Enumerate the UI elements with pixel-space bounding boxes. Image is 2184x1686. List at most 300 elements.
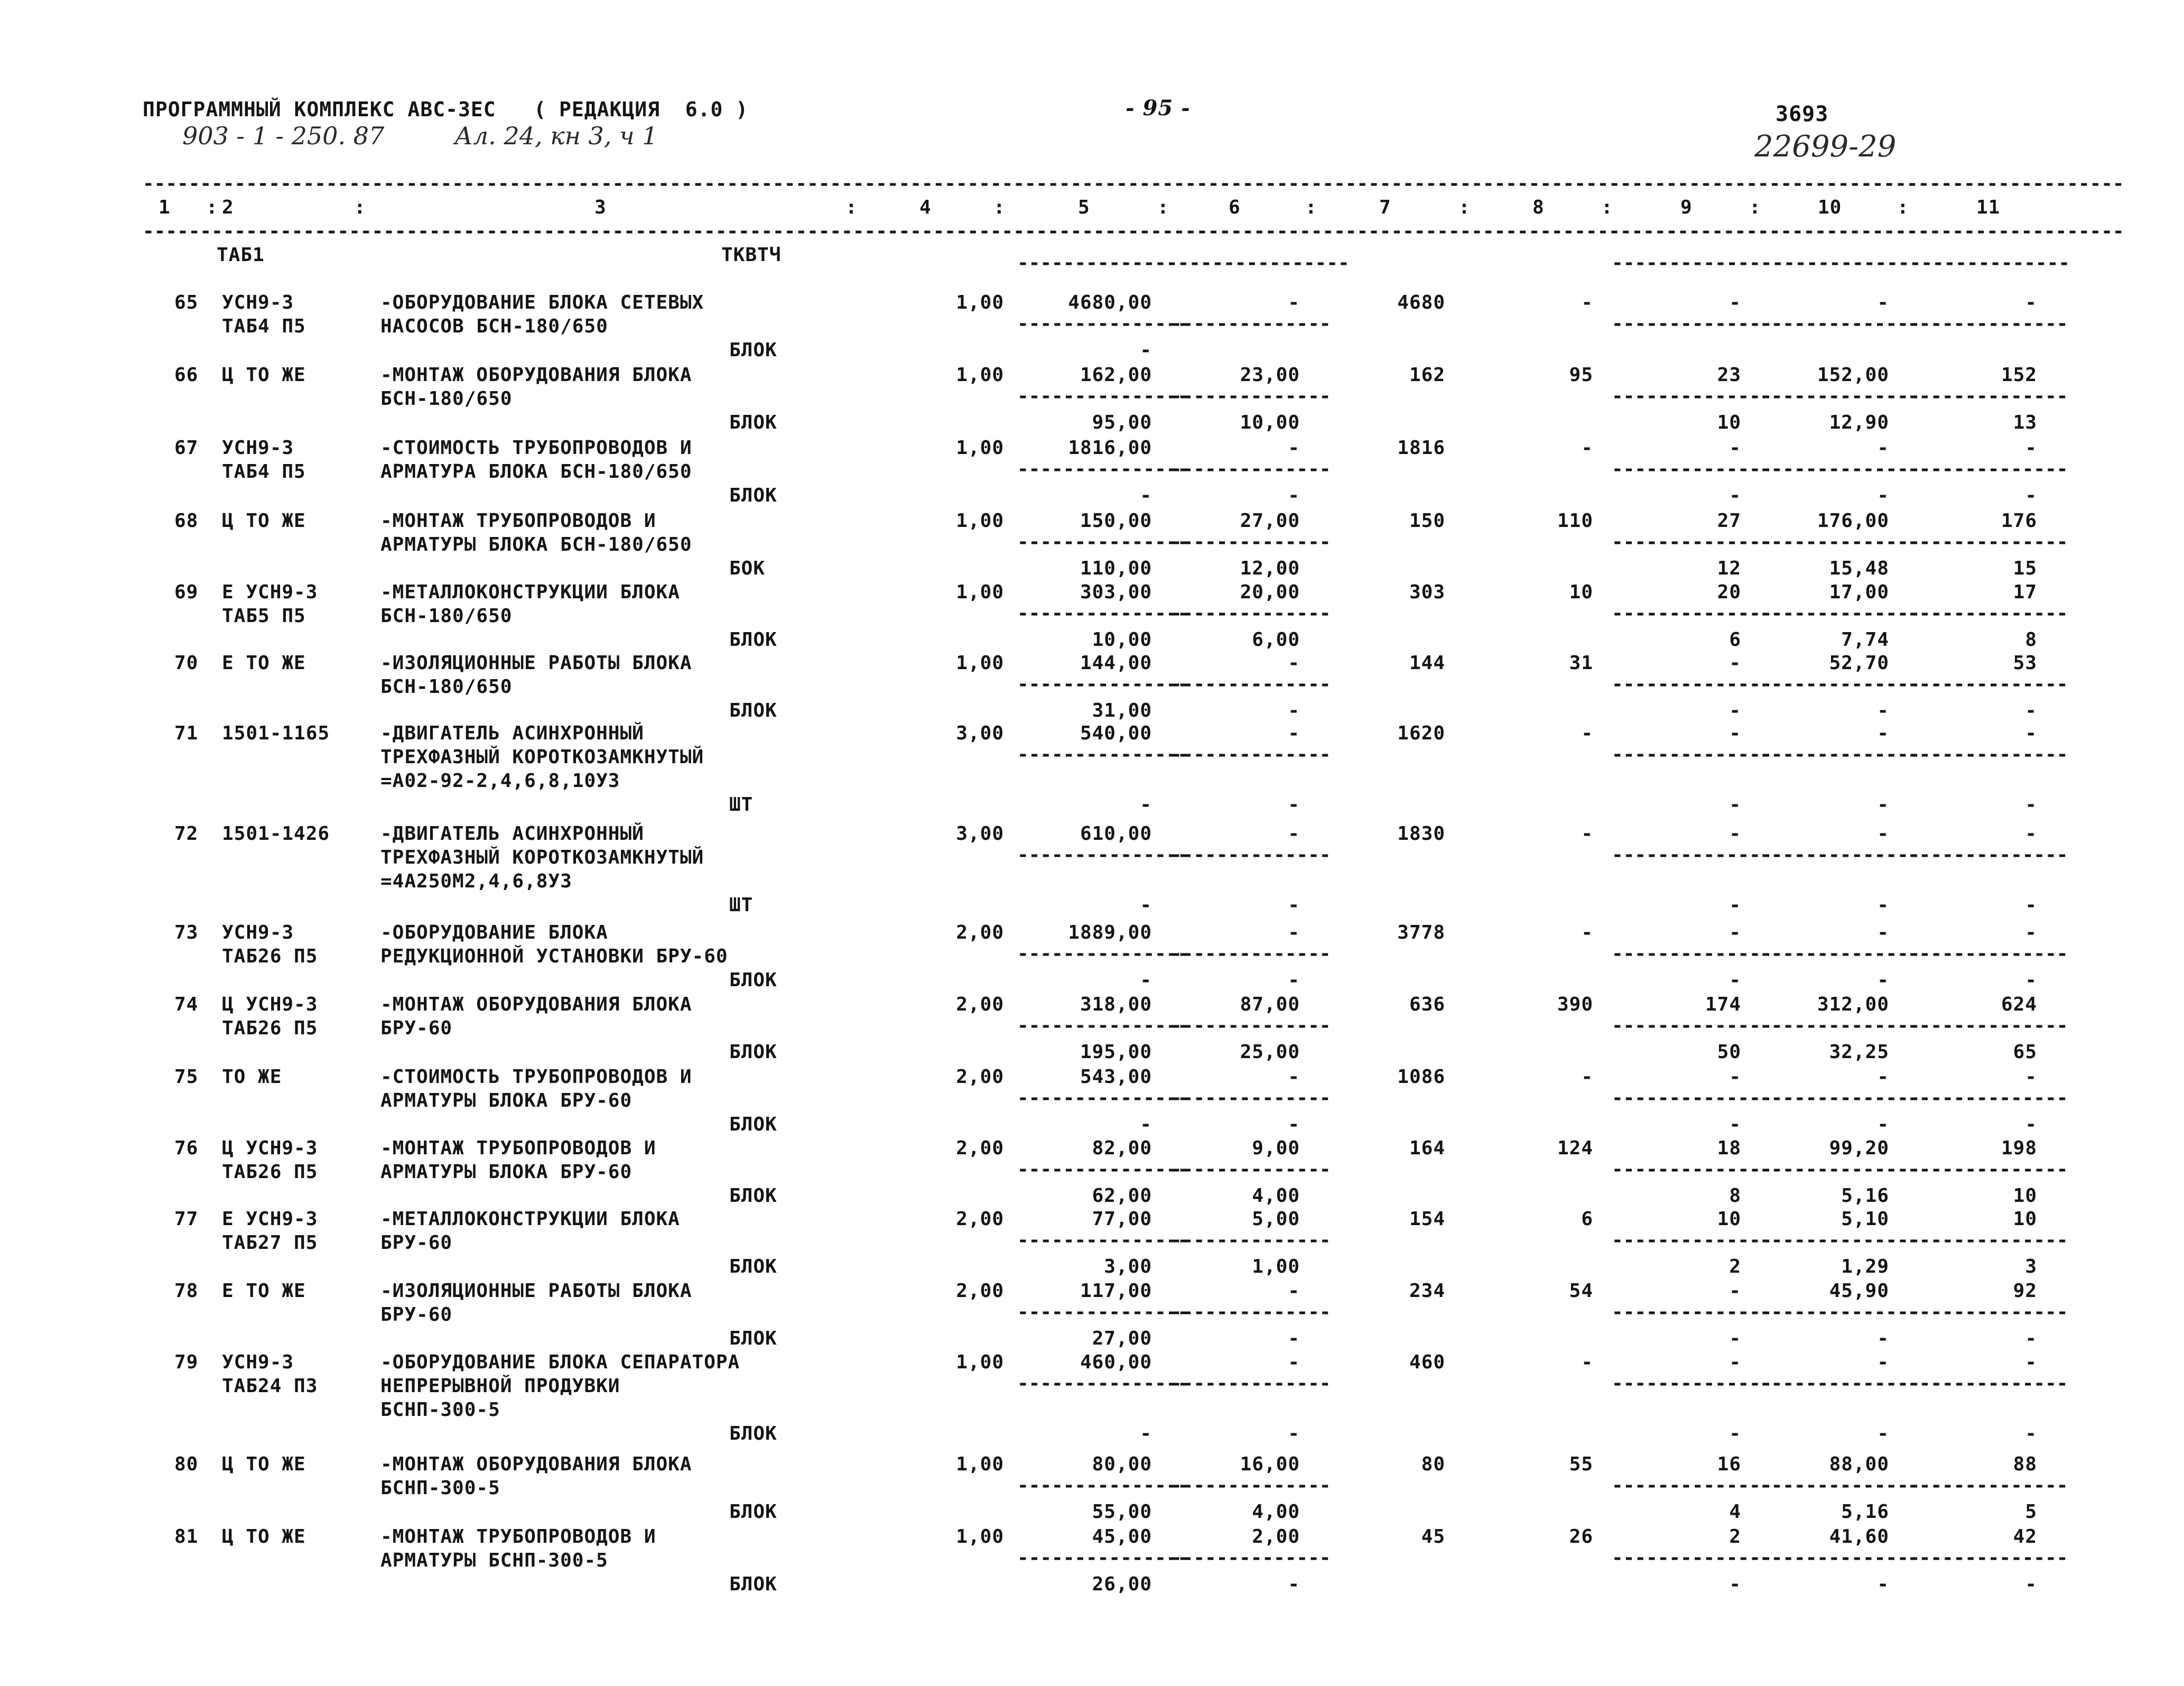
cell-rule: --------------- [1017, 603, 1189, 624]
row-description: -МОНТАЖ ОБОРУДОВАНИЯ БЛОКА [380, 1453, 692, 1475]
row-code-table: ТАБ26 П5 [222, 1161, 318, 1183]
row-col10-value: 176,00 [1817, 510, 1889, 532]
row-description: НЕПРЕРЫВНОЙ ПРОДУВКИ [380, 1375, 620, 1397]
row-code-table: ТАБ4 П5 [222, 316, 306, 337]
album-handwritten: Ал. 24, кн 3, ч 1 [454, 122, 658, 150]
row-description: -ДВИГАТЕЛЬ АСИНХРОННЫЙ [380, 722, 644, 744]
row-col5-secondary: 62,00 [1092, 1185, 1152, 1207]
row-quantity: 1,00 [956, 364, 1004, 386]
column-header-4: 4 [919, 197, 932, 218]
cell-rule: -------------- [1612, 744, 1772, 765]
row-col10-value: - [1877, 823, 1889, 845]
cell-rule: --------------- [1017, 531, 1189, 553]
row-col9-value: 16 [1717, 1453, 1741, 1475]
row-col6-value: - [1288, 292, 1300, 313]
row-quantity: 2,00 [956, 1208, 1004, 1230]
row-col9-value: - [1729, 922, 1741, 943]
row-col10-value: 45,90 [1829, 1280, 1889, 1302]
row-col11-value: 92 [2013, 1280, 2037, 1302]
row-number: 78 [174, 1280, 199, 1302]
row-col6-secondary: 4,00 [1252, 1185, 1300, 1207]
cell-rule: --------------- [1017, 385, 1189, 407]
row-col10-value: - [1877, 922, 1889, 943]
row-col6-secondary: - [1288, 969, 1300, 991]
row-col8-value: 31 [1569, 652, 1593, 674]
row-code-table: ТАБ27 П5 [222, 1232, 318, 1254]
row-quantity: 1,00 [956, 581, 1004, 603]
row-col10-value: 41,60 [1829, 1526, 1889, 1548]
row-number: 69 [174, 581, 199, 603]
row-col6-secondary: 6,00 [1252, 629, 1300, 651]
row-description: БРУ-60 [380, 1304, 453, 1326]
row-col6-value: 87,00 [1240, 994, 1300, 1015]
row-col7-value: 164 [1409, 1137, 1445, 1159]
row-unit: БЛОК [729, 1041, 777, 1063]
row-col6-secondary: - [1288, 1573, 1300, 1595]
column-header-2: 2 [222, 197, 234, 218]
row-col10-value: 88,00 [1829, 1453, 1889, 1475]
cell-rule: -------------- [1908, 673, 2068, 695]
column-header-3: 3 [594, 197, 607, 218]
row-description: НАСОСОВ БСН-180/650 [380, 316, 608, 337]
cell-rule: -------------- [1760, 385, 1920, 407]
row-col9-value: - [1729, 437, 1741, 459]
cell-rule: -------------- [1908, 603, 2068, 624]
doc-code-handwritten: 22699-29 [1754, 129, 1897, 164]
row-col5-value: 4680,00 [1068, 292, 1152, 313]
row-col8-value: 110 [1557, 510, 1593, 532]
row-col10-secondary: - [1877, 1573, 1889, 1595]
column-separator: : [1458, 197, 1471, 218]
column-header-1: 1 [159, 197, 171, 218]
row-col5-secondary: - [1140, 969, 1152, 991]
row-col5-value: 303,00 [1080, 581, 1152, 603]
row-col9-secondary: - [1729, 700, 1741, 721]
cell-rule: -------------- [1908, 1087, 2068, 1109]
row-unit: БЛОК [729, 485, 777, 506]
row-code-table: ТАБ24 П3 [222, 1375, 318, 1397]
row-col10-secondary: - [1877, 700, 1889, 721]
row-col6-value: - [1288, 823, 1300, 845]
cell-rule: -------------- [1908, 1229, 2068, 1251]
row-col5-value: 318,00 [1080, 994, 1152, 1015]
row-col8-value: - [1581, 1351, 1593, 1373]
cell-rule: -------------- [1170, 1373, 1331, 1394]
row-description: -МОНТАЖ ТРУБОПРОВОДОВ И [380, 1137, 656, 1159]
cell-rule: -------------- [1170, 458, 1331, 480]
row-col6-secondary: - [1288, 1114, 1300, 1135]
row-col7-value: 144 [1409, 652, 1445, 674]
table-label-left: ТАБ1 [217, 244, 265, 266]
row-col5-secondary: - [1140, 1114, 1152, 1135]
row-col6-secondary: - [1288, 794, 1300, 816]
row-code: Е УСН9-3 [222, 1208, 318, 1230]
column-header-8: 8 [1532, 197, 1545, 218]
column-header-10: 10 [1818, 197, 1842, 218]
row-col10-secondary: 5,16 [1841, 1185, 1889, 1207]
row-unit: БЛОК [729, 1501, 777, 1523]
sheet-number: 3693 [1776, 102, 1829, 126]
cell-rule: -------------- [1612, 1015, 1772, 1036]
row-col8-value: 95 [1569, 364, 1593, 386]
row-col5-secondary: 31,00 [1092, 700, 1152, 721]
row-col11-secondary: 13 [2013, 412, 2037, 433]
row-col5-value: 82,00 [1092, 1137, 1152, 1159]
row-col10-value: 5,10 [1841, 1208, 1889, 1230]
row-col8-value: 6 [1581, 1208, 1593, 1230]
row-col11-secondary: - [2025, 1328, 2037, 1349]
cell-rule: -------------- [1612, 1475, 1772, 1496]
row-quantity: 3,00 [956, 722, 1004, 744]
cell-rule: -------------- [1170, 385, 1331, 407]
cell-rule: -------------- [1760, 1229, 1920, 1251]
row-col5-secondary: - [1140, 339, 1152, 361]
row-description: -МОНТАЖ ОБОРУДОВАНИЯ БЛОКА [380, 364, 692, 386]
cell-rule: -------------- [1612, 385, 1772, 407]
row-quantity: 1,00 [956, 437, 1004, 459]
row-col10-secondary: 15,48 [1829, 558, 1889, 579]
row-unit: ШТ [729, 794, 754, 816]
row-col8-value: 54 [1569, 1280, 1593, 1302]
row-col11-secondary: 5 [2025, 1501, 2037, 1523]
cell-rule: -------------- [1760, 1159, 1920, 1180]
row-col11-value: 624 [2001, 994, 2037, 1015]
row-col10-value: - [1877, 1066, 1889, 1088]
cell-rule: -------------- [1908, 744, 2068, 765]
row-col11-value: - [2025, 292, 2037, 313]
program-header: ПРОГРАММНЫЙ КОМПЛЕКС АВС-3ЕС ( РЕДАКЦИЯ 6.0 ) [143, 98, 749, 121]
row-col6-secondary: 25,00 [1240, 1041, 1300, 1063]
row-col9-secondary: - [1729, 485, 1741, 506]
row-col10-secondary: - [1877, 1423, 1889, 1444]
row-number: 72 [174, 823, 199, 845]
row-col7-value: 162 [1409, 364, 1445, 386]
row-col10-secondary: 1,29 [1841, 1256, 1889, 1277]
row-description: БСН-180/650 [380, 388, 513, 410]
cell-rule: -------------- [1908, 385, 2068, 407]
row-description: БСНП-300-5 [380, 1399, 500, 1421]
row-code: Е УСН9-3 [222, 581, 318, 603]
row-col5-value: 460,00 [1080, 1351, 1152, 1373]
row-unit: БЛОК [729, 1423, 777, 1444]
row-col9-value: - [1729, 1351, 1741, 1373]
row-col9-secondary: 2 [1729, 1256, 1741, 1277]
row-col11-value: - [2025, 922, 2037, 943]
cell-rule: -------------- [1908, 1159, 2068, 1180]
row-col5-value: 1889,00 [1068, 922, 1152, 943]
row-col7-value: 234 [1409, 1280, 1445, 1302]
row-description: АРМАТУРЫ БЛОКА БСН-180/650 [380, 534, 692, 555]
row-description: -МЕТАЛЛОКОНСТРУКЦИИ БЛОКА [380, 581, 680, 603]
row-col7-value: 1086 [1397, 1066, 1445, 1088]
row-description: -ИЗОЛЯЦИОННЫЕ РАБОТЫ БЛОКА [380, 652, 692, 674]
row-description: -МЕТАЛЛОКОНСТРУКЦИИ БЛОКА [380, 1208, 680, 1230]
row-col7-value: 460 [1409, 1351, 1445, 1373]
row-col11-value: - [2025, 823, 2037, 845]
column-separator: : [1305, 197, 1317, 218]
row-col5-secondary: - [1140, 1423, 1152, 1444]
row-col10-secondary: 12,90 [1829, 412, 1889, 433]
row-description: БРУ-60 [380, 1232, 453, 1254]
row-quantity: 2,00 [956, 994, 1004, 1015]
row-code: Е ТО ЖЕ [222, 652, 306, 674]
column-separator: : [845, 197, 858, 218]
doc-ref-handwritten: 903 - 1 - 250. 87 [182, 122, 385, 150]
row-col11-secondary: 3 [2025, 1256, 2037, 1277]
row-unit: БЛОК [729, 629, 777, 651]
row-col10-value: 52,70 [1829, 652, 1889, 674]
row-code: Е ТО ЖЕ [222, 1280, 306, 1302]
row-col9-secondary: - [1729, 894, 1741, 916]
row-quantity: 1,00 [956, 1526, 1004, 1548]
cell-rule: -------------- [1760, 1373, 1920, 1394]
cell-rule: -------------- [1760, 603, 1920, 624]
row-description: БСН-180/650 [380, 605, 513, 627]
row-code: Ц ТО ЖЕ [222, 364, 306, 386]
row-col11-secondary: - [2025, 485, 2037, 506]
row-col9-secondary: 8 [1729, 1185, 1741, 1207]
row-col10-value: - [1877, 437, 1889, 459]
row-col10-secondary: - [1877, 794, 1889, 816]
cell-rule: -------------- [1170, 1015, 1331, 1036]
row-col10-secondary: - [1877, 969, 1889, 991]
row-col7-value: 4680 [1397, 292, 1445, 313]
row-number: 79 [174, 1351, 199, 1373]
row-col9-value: 18 [1717, 1137, 1741, 1159]
page-marker: - 95 - [1126, 96, 1191, 121]
row-unit: БЛОК [729, 1114, 777, 1135]
cell-rule: -------------- [1170, 1159, 1331, 1180]
row-col7-value: 80 [1421, 1453, 1445, 1475]
cell-rule: --------------- [1017, 1301, 1189, 1323]
row-col9-value: 23 [1717, 364, 1741, 386]
cell-rule: -------------- [1612, 1301, 1772, 1323]
row-col9-value: - [1729, 292, 1741, 313]
row-col6-value: 9,00 [1252, 1137, 1300, 1159]
cell-rule: -------------- [1170, 943, 1331, 965]
row-number: 73 [174, 922, 199, 943]
row-quantity: 1,00 [956, 1453, 1004, 1475]
row-col6-value: 16,00 [1240, 1453, 1300, 1475]
row-col5-secondary: 10,00 [1092, 629, 1152, 651]
row-col5-value: 150,00 [1080, 510, 1152, 532]
cell-rule: -------------- [1170, 313, 1331, 335]
cell-rule: -------------- [1170, 1475, 1331, 1496]
row-col8-value: 390 [1557, 994, 1593, 1015]
row-description: -ИЗОЛЯЦИОННЫЕ РАБОТЫ БЛОКА [380, 1280, 692, 1302]
row-col11-secondary: - [2025, 1114, 2037, 1135]
cell-rule: -------------- [1612, 531, 1772, 553]
row-description: АРМАТУРА БЛОКА БСН-180/650 [380, 461, 692, 483]
cell-rule: -------------- [1760, 673, 1920, 695]
row-col5-secondary: - [1140, 794, 1152, 816]
row-col11-value: 176 [2001, 510, 2037, 532]
cell-rule: -------------- [1170, 1087, 1331, 1109]
row-description: -ОБОРУДОВАНИЕ БЛОКА [380, 922, 608, 943]
row-col11-value: 42 [2013, 1526, 2037, 1548]
cell-rule: -------------- [1612, 1229, 1772, 1251]
row-col5-value: 543,00 [1080, 1066, 1152, 1088]
cell-rule: -------------- [1170, 673, 1331, 695]
cell-rule: -------------- [1612, 673, 1772, 695]
row-quantity: 1,00 [956, 292, 1004, 313]
row-code: УСН9-3 [222, 1351, 294, 1373]
row-number: 71 [174, 722, 199, 744]
row-description: РЕДУКЦИОННОЙ УСТАНОВКИ БРУ-60 [380, 946, 728, 967]
cell-rule: -------------- [1760, 744, 1920, 765]
row-col10-secondary: - [1877, 485, 1889, 506]
row-description: -СТОИМОСТЬ ТРУБОПРОВОДОВ И [380, 437, 692, 459]
row-col9-secondary: 50 [1717, 1041, 1741, 1063]
row-description: ТРЕХФАЗНЫЙ КОРОТКОЗАМКНУТЫЙ [380, 746, 704, 768]
cell-rule: --------------- [1017, 1373, 1189, 1394]
row-col9-value: 174 [1705, 994, 1741, 1015]
row-description: ТРЕХФАЗНЫЙ КОРОТКОЗАМКНУТЫЙ [380, 847, 704, 868]
row-code: Ц ТО ЖЕ [222, 510, 306, 532]
cell-rule: -------------- [1170, 844, 1331, 866]
row-number: 70 [174, 652, 199, 674]
row-number: 75 [174, 1066, 199, 1088]
row-col10-secondary: 7,74 [1841, 629, 1889, 651]
cell-rule: -------------- [1908, 1301, 2068, 1323]
row-col8-value: - [1581, 823, 1593, 845]
row-quantity: 1,00 [956, 652, 1004, 674]
row-col9-secondary: 10 [1717, 412, 1741, 433]
row-quantity: 2,00 [956, 1066, 1004, 1088]
row-col11-value: - [2025, 1066, 2037, 1088]
cell-rule: -------------- [1612, 313, 1772, 335]
row-col9-secondary: - [1729, 1423, 1741, 1444]
row-col5-value: 144,00 [1080, 652, 1152, 674]
row-description: БСН-180/650 [380, 676, 513, 698]
row-quantity: 2,00 [956, 1137, 1004, 1159]
row-col10-value: 99,20 [1829, 1137, 1889, 1159]
cell-rule: --------------- [1017, 458, 1189, 480]
row-col8-value: - [1581, 292, 1593, 313]
row-col5-value: 162,00 [1080, 364, 1152, 386]
cell-rule: -------------- [1760, 844, 1920, 866]
row-col6-secondary: - [1288, 1423, 1300, 1444]
cell-rule: -------------- [1612, 1159, 1772, 1180]
row-col10-value: 17,00 [1829, 581, 1889, 603]
row-col5-value: 540,00 [1080, 722, 1152, 744]
row-col11-value: 152 [2001, 364, 2037, 386]
header-rule-bottom: ----------------------------------------------------------------------------------------------------------------------------------------------------------------------------- [143, 220, 2124, 242]
cell-rule: -------------- [1908, 1547, 2068, 1569]
column-header-6: 6 [1229, 197, 1241, 218]
row-col6-secondary: 12,00 [1240, 558, 1300, 579]
row-col6-value: 5,00 [1252, 1208, 1300, 1230]
row-col9-secondary: 4 [1729, 1501, 1741, 1523]
row-col11-secondary: 10 [2013, 1185, 2037, 1207]
row-number: 68 [174, 510, 199, 532]
row-col5-secondary: - [1140, 485, 1152, 506]
cell-rule: --------------- [1017, 313, 1189, 335]
cell-rule: -------------- [1612, 1547, 1772, 1569]
row-col9-value: - [1729, 652, 1741, 674]
row-col5-secondary: 3,00 [1104, 1256, 1152, 1277]
cell-rule: --------------- [1017, 1475, 1189, 1496]
row-col6-secondary: 4,00 [1252, 1501, 1300, 1523]
row-col6-value: - [1288, 1351, 1300, 1373]
group-rule: ----------------------------- [1017, 252, 1350, 274]
row-col8-value: 10 [1569, 581, 1593, 603]
row-code: УСН9-3 [222, 292, 294, 313]
column-separator: : [1749, 197, 1761, 218]
row-col7-value: 636 [1409, 994, 1445, 1015]
row-code: 1501-1165 [222, 722, 330, 744]
row-code: УСН9-3 [222, 922, 294, 943]
cell-rule: -------------- [1908, 1475, 2068, 1496]
column-separator: : [354, 197, 366, 218]
row-col10-secondary: 32,25 [1829, 1041, 1889, 1063]
column-header-7: 7 [1379, 197, 1391, 218]
row-code: Ц УСН9-3 [222, 994, 318, 1015]
row-col11-secondary: - [2025, 894, 2037, 916]
cell-rule: --------------- [1017, 744, 1189, 765]
cell-rule: -------------- [1612, 1087, 1772, 1109]
cell-rule: --------------- [1017, 1015, 1189, 1036]
row-unit: БЛОК [729, 1573, 777, 1595]
cell-rule: -------------- [1612, 844, 1772, 866]
row-col5-value: 45,00 [1092, 1526, 1152, 1548]
row-code: Ц УСН9-3 [222, 1137, 318, 1159]
row-number: 66 [174, 364, 199, 386]
row-number: 76 [174, 1137, 199, 1159]
row-col7-value: 154 [1409, 1208, 1445, 1230]
cell-rule: -------------- [1612, 458, 1772, 480]
row-description: -ДВИГАТЕЛЬ АСИНХРОННЫЙ [380, 823, 644, 845]
cell-rule: -------------- [1908, 1015, 2068, 1036]
column-separator: : [1601, 197, 1613, 218]
row-code-table: ТАБ26 П5 [222, 1017, 318, 1039]
row-code-table: ТАБ5 П5 [222, 605, 306, 627]
row-unit: БЛОК [729, 969, 777, 991]
row-col7-value: 150 [1409, 510, 1445, 532]
row-code-table: ТАБ26 П5 [222, 946, 318, 967]
row-col11-secondary: - [2025, 794, 2037, 816]
row-description: БСНП-300-5 [380, 1477, 500, 1499]
row-col8-value: 124 [1557, 1137, 1593, 1159]
row-col5-secondary: 26,00 [1092, 1573, 1152, 1595]
cell-rule: --------------- [1017, 673, 1189, 695]
row-code: Ц ТО ЖЕ [222, 1453, 306, 1475]
cell-rule: -------------- [1170, 603, 1331, 624]
row-col10-value: - [1877, 1351, 1889, 1373]
column-separator: : [993, 197, 1006, 218]
row-description: БРУ-60 [380, 1017, 453, 1039]
row-col9-value: - [1729, 1280, 1741, 1302]
row-col6-value: - [1288, 652, 1300, 674]
row-col5-secondary: 27,00 [1092, 1328, 1152, 1349]
header-rule-top: ----------------------------------------------------------------------------------------------------------------------------------------------------------------------------- [143, 173, 2124, 194]
cell-rule: -------------- [1760, 1015, 1920, 1036]
cell-rule: -------------- [1760, 1087, 1920, 1109]
cell-rule: -------------- [1908, 531, 2068, 553]
cell-rule: -------------- [1760, 531, 1920, 553]
cell-rule: --------------- [1017, 1087, 1189, 1109]
row-quantity: 1,00 [956, 1351, 1004, 1373]
row-col11-value: 17 [2013, 581, 2037, 603]
row-description: АРМАТУРЫ БЛОКА БРУ-60 [380, 1090, 633, 1111]
row-code: ТО ЖЕ [222, 1066, 282, 1088]
row-col11-value: - [2025, 437, 2037, 459]
row-col10-value: 312,00 [1817, 994, 1889, 1015]
row-col6-secondary: - [1288, 894, 1300, 916]
row-col8-value: - [1581, 437, 1593, 459]
cell-rule: -------------- [1908, 844, 2068, 866]
column-separator: : [1157, 197, 1169, 218]
